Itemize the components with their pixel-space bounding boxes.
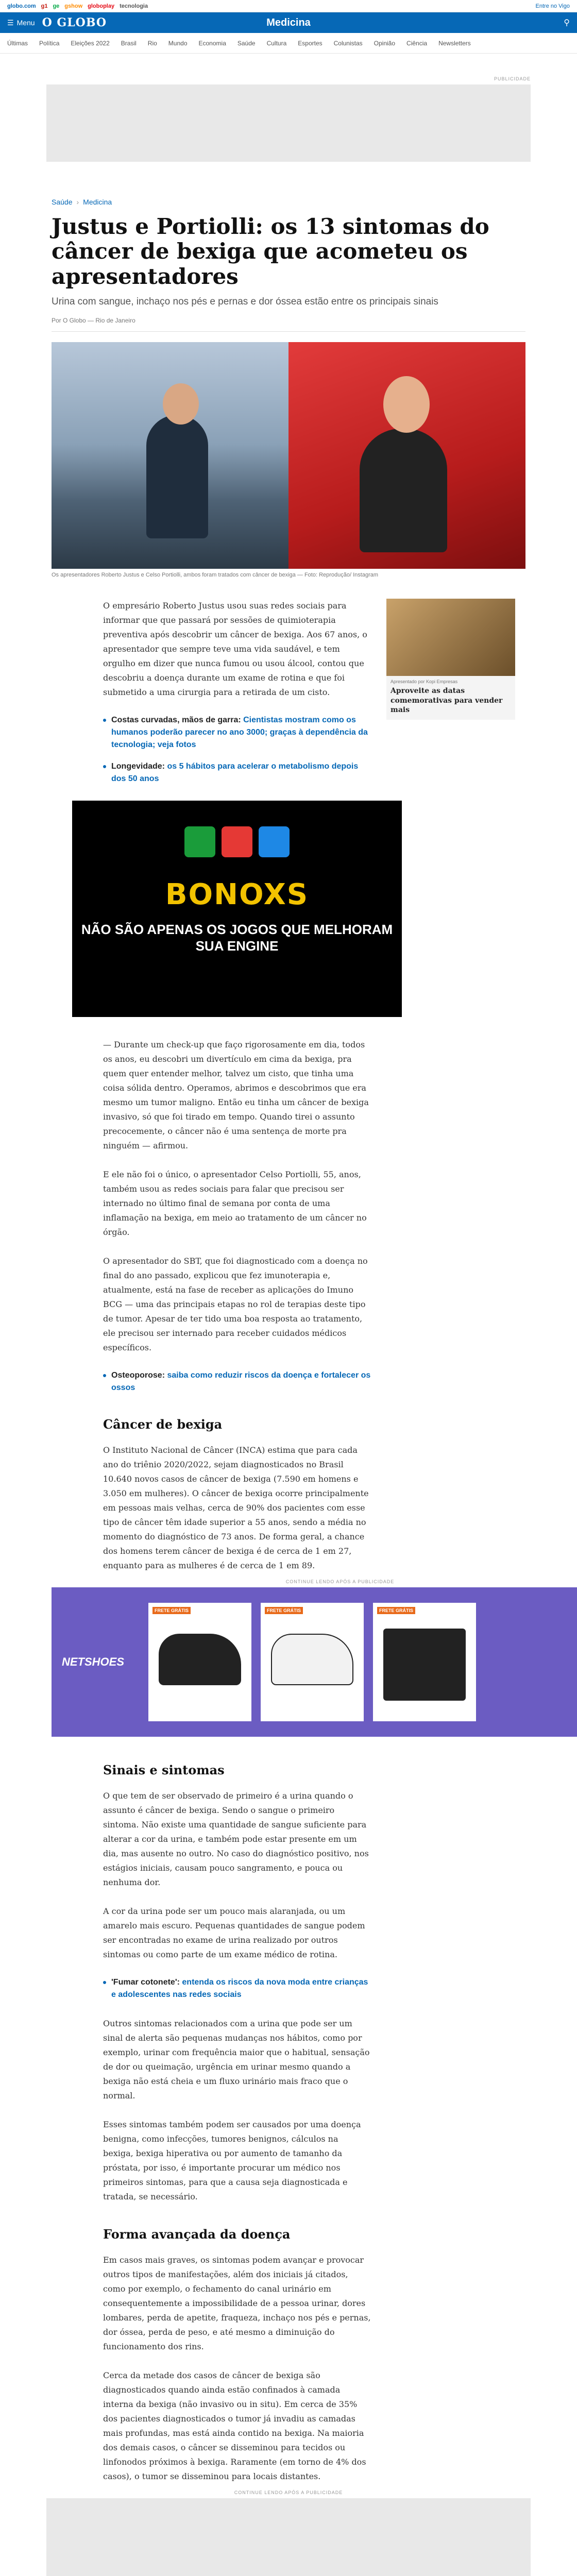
g1-link[interactable]: g1 xyxy=(41,3,48,9)
ad-label: PUBLICIDADE xyxy=(494,76,531,81)
hero-image xyxy=(52,342,525,569)
image-caption: Os apresentadores Roberto Justus e Celso Portiolli, ambos foram tratados com câncer de bexiga — Foto: Reprodução/ Instagram xyxy=(52,572,379,579)
sponsored-image xyxy=(386,599,515,676)
bullet-icon xyxy=(103,765,106,768)
related-label: Longevidade: xyxy=(111,762,165,771)
related-link[interactable]: os 5 hábitos para acelerar o metabolismo depois dos 50 anos xyxy=(111,762,359,784)
section-heading: Câncer de bexiga xyxy=(103,1417,223,1432)
green-button-icon xyxy=(184,826,215,857)
subnav-item[interactable]: Política xyxy=(39,39,60,47)
product-card[interactable] xyxy=(148,1603,251,1721)
paragraph: O empresário Roberto Justus usou suas redes sociais para informar que que passará por sessões de quimioterapia preventiva após descobrir um câncer de bexiga. Aos 67 anos, o apresentador que sempre teve uma vida saudável, e tem orgulho em dizer que nunca fumou ou usou álcool, contou que descobriu a doença durante um exame de rotina e que foi submetido a uma cirurgia para a retirada de um cisto. xyxy=(103,601,367,698)
paragraph: Cerca da metade dos casos de câncer de bexiga são diagnosticados quando ainda estão confinados à camada interna da bexiga (não invasivo ou in situ). Em cerca de 35% dos pacientes diagnosticados o tumor já invadiu as camadas mais profundas, mas está ainda contido na bexiga. Na maioria dos demais casos, o câncer se disseminou para tecidos ou linfonodos próximos à bexiga. Raramente (em torno de 4% dos casos), o tumor se disseminou para locais distantes. xyxy=(103,2370,366,2482)
netshoes-logo: NETSHOES xyxy=(62,1655,125,1669)
globo-links xyxy=(7,3,148,9)
globo-link[interactable]: globo.com xyxy=(7,3,36,9)
related-link[interactable]: entenda os riscos da nova moda entre crianças e adolescentes nas redes sociais xyxy=(111,1978,368,1999)
section-title[interactable]: Medicina xyxy=(266,16,311,28)
related-links xyxy=(103,1976,371,2001)
top-bar xyxy=(0,0,577,12)
subnav-item[interactable]: Eleições 2022 xyxy=(71,39,110,47)
related-link-item[interactable] xyxy=(103,714,371,751)
breadcrumb-separator: › xyxy=(76,198,79,206)
top-ad-banner[interactable] xyxy=(46,84,531,162)
bottom-ad-banner[interactable] xyxy=(46,2490,531,2576)
ad-label: CONTINUE LENDO APÓS A PUBLICIDADE xyxy=(234,2490,343,2496)
paragraph: E ele não foi o único, o apresentador Celso Portiolli, 55, anos, também usou as redes sociais para falar que precisou ser internado no último final de semana por conta de uma inflamação na bexiga, em meio ao tratamento de um câncer no órgão. xyxy=(103,1170,367,1238)
netshoes-ad[interactable] xyxy=(52,1579,577,1737)
sale-badge: FRETE GRÁTIS xyxy=(377,1607,415,1614)
subnav-item[interactable]: Últimas xyxy=(7,39,28,47)
related-links xyxy=(103,714,371,785)
hamburger-icon: ☰ xyxy=(7,18,14,27)
paragraph: — Durante um check-up que faço rigorosamente em dia, todos os anos, eu descobri um divertículo em cima da bexiga, pra quem quer entender melhor, talvez um cisto, que tinha uma coisa sólida dentro. Operamos, abrimos e descobrimos que era mesmo um tumor maligno. Então eu tinha um câncer de bexiga invasivo, só que foi tirado em tempo. Quando tirei o assunto precocemente, o câncer não é uma sentença de morte pra ninguém — afirmou. xyxy=(103,1040,369,1151)
sale-badge: FRETE GRÁTIS xyxy=(265,1607,303,1614)
bullet-icon xyxy=(103,1981,106,1984)
subnav-item[interactable]: Ciência xyxy=(406,39,428,47)
paragraph: O Instituto Nacional de Câncer (INCA) estima que para cada ano do triênio 2020/2022, sejam diagnosticados no Brasil 10.640 novos casos de câncer de bexiga (7.590 em homens e 3.050 em mulheres). O câncer de bexiga ocorre principalmente em pessoas mais velhas, cerca de 90% dos pacientes com esse tipo de câncer têm idade superior a 55 anos, sendo a média no momento do diagnóstico de 73 anos. De forma geral, a chance dos homens terem câncer de bexiga é de cerca de 1 em 27, enquanto para as mulheres é de cerca de 1 em 89. xyxy=(103,1445,369,1571)
shoe-image xyxy=(271,1634,353,1685)
related-label: Osteoporose: xyxy=(111,1371,165,1380)
related-link[interactable]: saiba como reduzir riscos da doença e fortalecer os ossos xyxy=(111,1371,371,1393)
paragraph: Outros sintomas relacionados com a urina que pode ser um sinal de alerta são pequenas mudanças nos hábitos, como por exemplo, urinar com frequência maior que o habitual, sensação de dor ou queimação, urgência em urinar mesmo quando a bexiga não está cheia e um fluxo urinário mais fraco que o normal. xyxy=(103,2019,370,2101)
login-link[interactable]: Entre no Vigo xyxy=(535,3,570,9)
blue-button-icon xyxy=(259,826,290,857)
article-container xyxy=(52,198,525,2576)
paragraph: Esses sintomas também podem ser causados por uma doença benigna, como infecções, tumores benignos, cálculos na bexiga, bexiga hiperativa ou por aumento de tamanho da próstata, por isso, é importante procurar um médico nos primeiros sintomas, para que a causa seja diagnosticada e tratada, se necessário. xyxy=(103,2120,361,2202)
portiolli-photo xyxy=(288,342,525,569)
menu-button[interactable] xyxy=(7,19,35,27)
article-meta: Por O Globo — Rio de Janeiro xyxy=(52,317,525,332)
sale-badge: FRETE GRÁTIS xyxy=(152,1607,191,1614)
promo-tagline: NÃO SÃO APENAS OS JOGOS QUE MELHORAM SUA ENGINE xyxy=(81,922,393,954)
subnav-item[interactable]: Esportes xyxy=(298,39,323,47)
paragraph: Em casos mais graves, os sintomas podem avançar e provocar outros tipos de manifestações, além dos iniciais já citados, como por exemplo, o fechamento do canal urinário em consequentemente a impossibilidade de a pessoa urinar, dores lombares, perda de apetite, fraqueza, inchaço nos pés e pernas, dor óssea, perda de peso, e até mesmo a diminuição do funcionamento dos rins. xyxy=(103,2255,371,2352)
sponsored-card[interactable] xyxy=(386,599,515,720)
breadcrumb-item[interactable]: Saúde xyxy=(52,198,73,206)
main-navbar xyxy=(0,12,577,33)
subnav-item[interactable]: Brasil xyxy=(121,39,137,47)
justus-photo xyxy=(52,342,288,569)
paragraph: O apresentador do SBT, que foi diagnosticado com a doença no final do ano passado, explicou que fez imunoterapia e, atualmente, está na fase de receber as aplicações do Imuno BCG — uma das principais etapas no rol de terapias deste tipo de tumor. Apesar de ter tido uma boa resposta ao tratamento, ele precisou ser internado para receber cuidados médicos específicos. xyxy=(103,1256,368,1353)
article-title: Justus e Portiolli: os 13 sintomas do câncer de bexiga que acometeu os apresentadores xyxy=(52,214,489,289)
subnav-item[interactable]: Rio xyxy=(147,39,157,47)
tecnologia-link[interactable]: tecnologia xyxy=(120,3,148,9)
subnav-item[interactable]: Colunistas xyxy=(333,39,363,47)
promo-brand: BONOXS xyxy=(165,878,309,912)
subnav-item[interactable]: Opinião xyxy=(374,39,396,47)
promo-buttons xyxy=(72,801,402,857)
subnav-item[interactable]: Cultura xyxy=(266,39,287,47)
site-logo[interactable]: O GLOBO xyxy=(42,16,107,29)
breadcrumb-item[interactable]: Medicina xyxy=(83,198,112,206)
shorts-image xyxy=(383,1629,466,1701)
subnav-item[interactable]: Mundo xyxy=(168,39,188,47)
ge-link[interactable]: ge xyxy=(53,3,60,9)
article-body-wrap xyxy=(52,599,525,2576)
related-label: Costas curvadas, mãos de garra: xyxy=(111,716,241,725)
paragraph: A cor da urina pode ser um pouco mais alaranjada, ou um amarelo mais escuro. Pequenas quantidades de sangue podem ser encontradas no exame de urina realizado por outros sintomas ou como parte de um exame médico de rotina. xyxy=(103,1906,365,1960)
article-subtitle: Urina com sangue, inchaço nos pés e pernas e dor óssea estão entre os principais sinais xyxy=(52,296,438,307)
menu-label: Menu xyxy=(16,19,35,27)
search-icon[interactable]: ⚲ xyxy=(564,19,570,27)
sponsored-title[interactable]: Aproveite as datas comemorativas para vender mais xyxy=(391,687,503,714)
globoplay-link[interactable]: globoplay xyxy=(88,3,115,9)
article-body xyxy=(62,599,414,2576)
paragraph: O que tem de ser observado de primeiro é a urina quando o assunto é câncer de bexiga. Sendo o sangue o primeiro sintoma. Não existe uma quantidade de sangue suficiente para alterar a cor da urina, e também pode estar presente em um dia, mas ausente no outro. No caso do diagnóstico positivo, nos estágios iniciais, causam pouco sangramento, e pouca ou nenhuma dor. xyxy=(103,1791,369,1888)
related-link-item[interactable] xyxy=(103,760,371,785)
promo-ad[interactable] xyxy=(72,801,402,1017)
gshow-link[interactable]: gshow xyxy=(64,3,83,9)
related-label: 'Fumar cotonete': xyxy=(111,1978,180,1987)
subnav-item[interactable]: Newsletters xyxy=(438,39,471,47)
related-link-item[interactable] xyxy=(103,1369,371,1394)
sub-navigation xyxy=(0,33,577,54)
bullet-icon xyxy=(103,719,106,722)
red-button-icon xyxy=(222,826,252,857)
product-card[interactable] xyxy=(373,1603,476,1721)
product-card[interactable] xyxy=(261,1603,364,1721)
shoe-image xyxy=(159,1634,241,1685)
bullet-icon xyxy=(103,1374,106,1377)
section-heading: Sinais e sintomas xyxy=(103,1762,225,1778)
sponsored-tag: Apresentado por Kopi Empresas xyxy=(391,679,458,685)
subnav-item[interactable]: Economia xyxy=(198,39,226,47)
ad-label: CONTINUE LENDO APÓS A PUBLICIDADE xyxy=(285,1579,395,1585)
related-links xyxy=(103,1369,371,1394)
breadcrumb xyxy=(52,198,525,206)
section-heading: Forma avançada da doença xyxy=(103,2227,291,2242)
related-link-item[interactable] xyxy=(103,1976,371,2001)
subnav-item[interactable]: Saúde xyxy=(237,39,256,47)
related-link[interactable]: Cientistas mostram como os humanos poderão parecer no ano 3000; graças à dependência da tecnologia; veja fotos xyxy=(111,716,368,750)
